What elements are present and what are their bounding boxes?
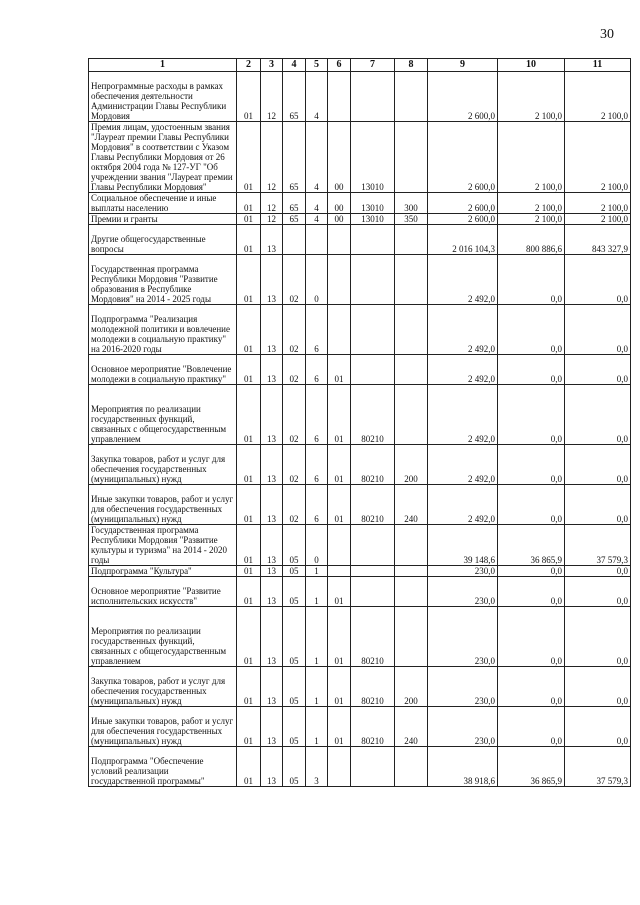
amount-year3-cell: 843 327,9: [565, 225, 631, 255]
amount-year2-cell: 36 865,9: [498, 525, 565, 566]
table-row: [89, 667, 631, 707]
subsection-code-cell: 13: [261, 225, 283, 255]
header-cell: 3: [261, 59, 283, 72]
table-row: [89, 214, 631, 225]
event-code-cell: 01: [328, 445, 351, 485]
row-name-cell: Основное мероприятие "Развитие исполнительских искусств": [89, 577, 237, 607]
subsection-code-cell: 13: [261, 566, 283, 577]
direction-code-cell: [351, 305, 395, 355]
direction-code-cell: 80210: [351, 607, 395, 667]
amount-year1-cell: 2 600,0: [428, 122, 498, 193]
program-code-cell: 05: [283, 566, 306, 577]
amount-year1-cell: 230,0: [428, 577, 498, 607]
direction-code-cell: [351, 525, 395, 566]
expense-type-code-cell: 200: [395, 667, 428, 707]
row-name-cell: Премия лицам, удостоенным звания "Лауреат премии Главы Республики Мордовия" в соответствии с Указом Главы Республики Мордовия от 26 октября 2004 года № 127-УГ "Об учреждении звания "Лауреат премии Главы Республики Мордовия": [89, 122, 237, 193]
amount-year2-cell: 800 886,6: [498, 225, 565, 255]
section-code-cell: 01: [237, 667, 261, 707]
row-name-cell: Мероприятия по реализации государственных функций, связанных с общегосударственным управлением: [89, 607, 237, 667]
expense-type-code-cell: [395, 305, 428, 355]
amount-year2-cell: 0,0: [498, 566, 565, 577]
amount-year1-cell: 230,0: [428, 566, 498, 577]
subprogram-code-cell: [306, 225, 328, 255]
row-name-cell: Основное мероприятие "Вовлечение молодежи в социальную практику": [89, 355, 237, 385]
subprogram-code-cell: 4: [306, 214, 328, 225]
program-code-cell: 02: [283, 305, 306, 355]
amount-year3-cell: 0,0: [565, 607, 631, 667]
subprogram-code-cell: 6: [306, 445, 328, 485]
direction-code-cell: [351, 566, 395, 577]
event-code-cell: [328, 305, 351, 355]
section-code-cell: 01: [237, 385, 261, 445]
subsection-code-cell: 13: [261, 355, 283, 385]
amount-year3-cell: 0,0: [565, 255, 631, 305]
header-cell: 10: [498, 59, 565, 72]
subsection-code-cell: 13: [261, 577, 283, 607]
direction-code-cell: [351, 577, 395, 607]
budget-table: [88, 58, 631, 787]
amount-year2-cell: 2 100,0: [498, 193, 565, 214]
program-code-cell: 65: [283, 122, 306, 193]
expense-type-code-cell: [395, 607, 428, 667]
subprogram-code-cell: 1: [306, 577, 328, 607]
subsection-code-cell: 13: [261, 667, 283, 707]
amount-year3-cell: 0,0: [565, 667, 631, 707]
direction-code-cell: [351, 747, 395, 787]
subprogram-code-cell: 4: [306, 72, 328, 122]
expense-type-code-cell: 200: [395, 445, 428, 485]
subsection-code-cell: 13: [261, 607, 283, 667]
amount-year2-cell: 2 100,0: [498, 122, 565, 193]
subsection-code-cell: 13: [261, 255, 283, 305]
event-code-cell: 01: [328, 385, 351, 445]
expense-type-code-cell: [395, 566, 428, 577]
expense-type-code-cell: [395, 72, 428, 122]
table-row: [89, 122, 631, 193]
direction-code-cell: 80210: [351, 707, 395, 747]
section-code-cell: 01: [237, 122, 261, 193]
expense-type-code-cell: [395, 255, 428, 305]
amount-year3-cell: 37 579,3: [565, 747, 631, 787]
subsection-code-cell: 12: [261, 122, 283, 193]
amount-year2-cell: 0,0: [498, 577, 565, 607]
section-code-cell: 01: [237, 566, 261, 577]
amount-year3-cell: 0,0: [565, 305, 631, 355]
expense-type-code-cell: [395, 525, 428, 566]
event-code-cell: [328, 566, 351, 577]
direction-code-cell: 80210: [351, 485, 395, 525]
page-number: 30: [600, 27, 614, 42]
section-code-cell: 01: [237, 445, 261, 485]
direction-code-cell: [351, 225, 395, 255]
subsection-code-cell: 12: [261, 193, 283, 214]
row-name-cell: Государственная программа Республики Мордовия "Развитие образования в Республике Мордовия" на 2014 - 2025 годы: [89, 255, 237, 305]
amount-year2-cell: 0,0: [498, 445, 565, 485]
row-name-cell: Подпрограмма "Реализация молодежной политики и вовлечение молодежи в социальную практику" на 2016-2020 годы: [89, 305, 237, 355]
amount-year3-cell: 0,0: [565, 577, 631, 607]
amount-year1-cell: 2 492,0: [428, 255, 498, 305]
subsection-code-cell: 12: [261, 72, 283, 122]
row-name-cell: Непрограммные расходы в рамках обеспечения деятельности Администрации Главы Республики Мордовия: [89, 72, 237, 122]
amount-year2-cell: 36 865,9: [498, 747, 565, 787]
row-name-cell: Подпрограмма "Обеспечение условий реализации государственной программы": [89, 747, 237, 787]
table-row: [89, 225, 631, 255]
table-row: [89, 707, 631, 747]
row-name-cell: Закупка товаров, работ и услуг для обеспечения государственных (муниципальных) нужд: [89, 667, 237, 707]
amount-year1-cell: 2 600,0: [428, 193, 498, 214]
table-row: [89, 255, 631, 305]
subprogram-code-cell: 1: [306, 667, 328, 707]
amount-year3-cell: 0,0: [565, 566, 631, 577]
program-code-cell: 02: [283, 445, 306, 485]
header-cell: 6: [328, 59, 351, 72]
subsection-code-cell: 13: [261, 747, 283, 787]
subprogram-code-cell: 1: [306, 566, 328, 577]
direction-code-cell: 80210: [351, 445, 395, 485]
table-row: [89, 445, 631, 485]
table-row: [89, 305, 631, 355]
row-name-cell: Подпрограмма "Культура": [89, 566, 237, 577]
direction-code-cell: [351, 255, 395, 305]
program-code-cell: 02: [283, 385, 306, 445]
table-row: [89, 72, 631, 122]
row-name-cell: Государственная программа Республики Мордовия "Развитие культуры и туризма" на 2014 - 2020 годы: [89, 525, 237, 566]
amount-year3-cell: 2 100,0: [565, 193, 631, 214]
amount-year1-cell: 230,0: [428, 707, 498, 747]
amount-year3-cell: 0,0: [565, 445, 631, 485]
expense-type-code-cell: [395, 385, 428, 445]
section-code-cell: 01: [237, 747, 261, 787]
program-code-cell: 05: [283, 707, 306, 747]
subprogram-code-cell: 1: [306, 607, 328, 667]
amount-year1-cell: 2 492,0: [428, 305, 498, 355]
expense-type-code-cell: [395, 225, 428, 255]
amount-year1-cell: 2 492,0: [428, 445, 498, 485]
amount-year3-cell: 37 579,3: [565, 525, 631, 566]
table-row: [89, 607, 631, 667]
program-code-cell: 05: [283, 607, 306, 667]
section-code-cell: 01: [237, 485, 261, 525]
program-code-cell: 02: [283, 485, 306, 525]
section-code-cell: 01: [237, 214, 261, 225]
subsection-code-cell: 12: [261, 214, 283, 225]
expense-type-code-cell: 240: [395, 707, 428, 747]
header-cell: 8: [395, 59, 428, 72]
row-name-cell: Другие общегосударственные вопросы: [89, 225, 237, 255]
event-code-cell: 00: [328, 214, 351, 225]
program-code-cell: [283, 225, 306, 255]
subprogram-code-cell: 6: [306, 305, 328, 355]
amount-year2-cell: 2 100,0: [498, 72, 565, 122]
amount-year2-cell: 0,0: [498, 485, 565, 525]
subprogram-code-cell: 4: [306, 193, 328, 214]
amount-year1-cell: 39 148,6: [428, 525, 498, 566]
program-code-cell: 05: [283, 667, 306, 707]
header-cell: 9: [428, 59, 498, 72]
program-code-cell: 65: [283, 214, 306, 225]
direction-code-cell: 13010: [351, 193, 395, 214]
section-code-cell: 01: [237, 577, 261, 607]
amount-year2-cell: 0,0: [498, 355, 565, 385]
program-code-cell: 05: [283, 525, 306, 566]
amount-year1-cell: 2 492,0: [428, 485, 498, 525]
event-code-cell: 01: [328, 355, 351, 385]
direction-code-cell: 80210: [351, 385, 395, 445]
row-name-cell: Премии и гранты: [89, 214, 237, 225]
event-code-cell: 01: [328, 707, 351, 747]
amount-year3-cell: 0,0: [565, 385, 631, 445]
amount-year1-cell: 2 016 104,3: [428, 225, 498, 255]
expense-type-code-cell: 300: [395, 193, 428, 214]
amount-year1-cell: 2 492,0: [428, 385, 498, 445]
amount-year1-cell: 2 492,0: [428, 355, 498, 385]
table-row: [89, 485, 631, 525]
amount-year3-cell: 2 100,0: [565, 122, 631, 193]
event-code-cell: [328, 525, 351, 566]
section-code-cell: 01: [237, 72, 261, 122]
amount-year1-cell: 2 600,0: [428, 214, 498, 225]
subsection-code-cell: 13: [261, 707, 283, 747]
event-code-cell: 01: [328, 577, 351, 607]
row-name-cell: Иные закупки товаров, работ и услуг для обеспечения государственных (муниципальных) нужд: [89, 707, 237, 747]
event-code-cell: 00: [328, 122, 351, 193]
section-code-cell: 01: [237, 255, 261, 305]
program-code-cell: 02: [283, 255, 306, 305]
event-code-cell: 01: [328, 485, 351, 525]
program-code-cell: 05: [283, 747, 306, 787]
amount-year2-cell: 0,0: [498, 607, 565, 667]
expense-type-code-cell: [395, 747, 428, 787]
expense-type-code-cell: [395, 577, 428, 607]
table-row: [89, 385, 631, 445]
section-code-cell: 01: [237, 707, 261, 747]
event-code-cell: [328, 255, 351, 305]
direction-code-cell: [351, 355, 395, 385]
subprogram-code-cell: 0: [306, 255, 328, 305]
table-row: [89, 355, 631, 385]
amount-year2-cell: 0,0: [498, 667, 565, 707]
program-code-cell: 05: [283, 577, 306, 607]
subsection-code-cell: 13: [261, 305, 283, 355]
event-code-cell: 00: [328, 193, 351, 214]
header-cell: 2: [237, 59, 261, 72]
expense-type-code-cell: 350: [395, 214, 428, 225]
amount-year3-cell: 2 100,0: [565, 214, 631, 225]
row-name-cell: Социальное обеспечение и иные выплаты населению: [89, 193, 237, 214]
table-row: [89, 566, 631, 577]
amount-year3-cell: 2 100,0: [565, 72, 631, 122]
event-code-cell: [328, 72, 351, 122]
header-cell: 4: [283, 59, 306, 72]
table-row: [89, 577, 631, 607]
row-name-cell: Закупка товаров, работ и услуг для обеспечения государственных (муниципальных) нужд: [89, 445, 237, 485]
row-name-cell: Мероприятия по реализации государственных функций, связанных с общегосударственным управлением: [89, 385, 237, 445]
subprogram-code-cell: 3: [306, 747, 328, 787]
header-cell: 11: [565, 59, 631, 72]
event-code-cell: [328, 225, 351, 255]
section-code-cell: 01: [237, 607, 261, 667]
expense-type-code-cell: [395, 122, 428, 193]
section-code-cell: 01: [237, 525, 261, 566]
section-code-cell: 01: [237, 225, 261, 255]
amount-year2-cell: 0,0: [498, 255, 565, 305]
amount-year3-cell: 0,0: [565, 485, 631, 525]
program-code-cell: 65: [283, 72, 306, 122]
subprogram-code-cell: 0: [306, 525, 328, 566]
amount-year3-cell: 0,0: [565, 355, 631, 385]
amount-year2-cell: 0,0: [498, 707, 565, 747]
program-code-cell: 02: [283, 355, 306, 385]
direction-code-cell: 80210: [351, 667, 395, 707]
amount-year1-cell: 38 918,6: [428, 747, 498, 787]
event-code-cell: 01: [328, 607, 351, 667]
direction-code-cell: 13010: [351, 214, 395, 225]
table-row: [89, 193, 631, 214]
amount-year2-cell: 2 100,0: [498, 214, 565, 225]
table-row: [89, 747, 631, 787]
section-code-cell: 01: [237, 305, 261, 355]
amount-year1-cell: 230,0: [428, 667, 498, 707]
subprogram-code-cell: 6: [306, 385, 328, 445]
subsection-code-cell: 13: [261, 445, 283, 485]
subprogram-code-cell: 1: [306, 707, 328, 747]
subsection-code-cell: 13: [261, 485, 283, 525]
header-row: [89, 59, 631, 72]
subsection-code-cell: 13: [261, 525, 283, 566]
amount-year2-cell: 0,0: [498, 305, 565, 355]
amount-year3-cell: 0,0: [565, 707, 631, 747]
subprogram-code-cell: 4: [306, 122, 328, 193]
subprogram-code-cell: 6: [306, 485, 328, 525]
amount-year2-cell: 0,0: [498, 385, 565, 445]
section-code-cell: 01: [237, 355, 261, 385]
subprogram-code-cell: 6: [306, 355, 328, 385]
event-code-cell: 01: [328, 667, 351, 707]
amount-year1-cell: 2 600,0: [428, 72, 498, 122]
section-code-cell: 01: [237, 193, 261, 214]
header-cell: 5: [306, 59, 328, 72]
header-cell: 7: [351, 59, 395, 72]
subsection-code-cell: 13: [261, 385, 283, 445]
row-name-cell: Иные закупки товаров, работ и услуг для обеспечения государственных (муниципальных) нужд: [89, 485, 237, 525]
expense-type-code-cell: [395, 355, 428, 385]
event-code-cell: [328, 747, 351, 787]
direction-code-cell: 13010: [351, 122, 395, 193]
program-code-cell: 65: [283, 193, 306, 214]
direction-code-cell: [351, 72, 395, 122]
header-cell: 1: [89, 59, 237, 72]
table-row: [89, 525, 631, 566]
amount-year1-cell: 230,0: [428, 607, 498, 667]
expense-type-code-cell: 240: [395, 485, 428, 525]
